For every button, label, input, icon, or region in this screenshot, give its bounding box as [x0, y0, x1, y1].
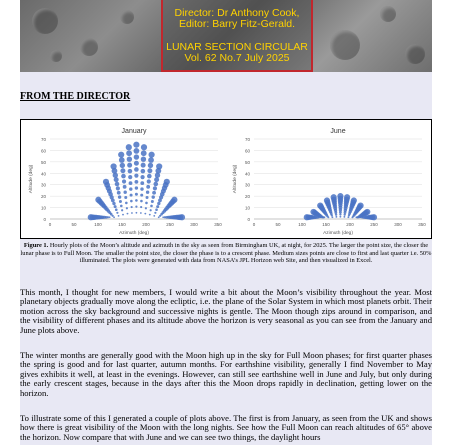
- data-point: [127, 213, 129, 215]
- crater-decoration: [50, 50, 62, 62]
- data-point: [157, 202, 160, 205]
- y-tick-label: 0: [247, 217, 250, 222]
- data-point: [171, 197, 177, 203]
- data-point: [335, 216, 337, 218]
- data-point: [141, 150, 147, 156]
- data-point: [119, 157, 125, 163]
- y-tick-label: 0: [43, 217, 46, 222]
- data-point: [115, 182, 120, 187]
- x-axis-label: Azimuth (deg): [323, 231, 353, 236]
- data-point: [339, 213, 341, 215]
- data-point: [134, 174, 138, 178]
- section-heading: FROM THE DIRECTOR: [20, 91, 131, 102]
- data-point: [118, 152, 124, 158]
- data-point: [140, 175, 144, 179]
- chart-title: June: [330, 128, 346, 135]
- data-point: [141, 157, 146, 162]
- data-point: [140, 194, 143, 197]
- y-axis-label: Altitude (deg): [29, 164, 34, 194]
- data-point: [128, 175, 132, 179]
- data-point: [126, 144, 132, 150]
- editor-line: Editor: Barry Fitz-Gerald.: [178, 18, 296, 30]
- x-tick-label: 150: [118, 222, 126, 227]
- data-point: [95, 197, 101, 203]
- data-point: [164, 179, 170, 185]
- caption-text: Hourly plots of the Moon’s altitude and azimuth in the sky as seen from Birmingham UK, at night, for 2025. The larger the point size, the closer the lunar phase is to Full Moon. The smaller the point size, the closer the phase is to a crescent phase. Medium sizes points are close to first and last quarter i.e. 50% illuminated. The plots were generated with data from NASA’s JPL Horizon web Site, and then visualized in Excel.: [20, 242, 432, 265]
- data-point: [339, 216, 341, 218]
- data-point: [153, 186, 157, 190]
- data-point: [119, 200, 122, 203]
- data-point: [150, 209, 152, 211]
- data-point: [135, 193, 138, 196]
- data-point: [113, 216, 115, 218]
- paragraph-2: The winter months are generally good with the Moon high up in the sky for Full Moon phases; for first quarter phases the spring is good and for last quarter, autumn months. For earthshine visibility, generally I find November to May gives exhibits it well, at least in the evenings. However, can still see earthshine well in June and July, but only during the early crescent stages, because in the days after this the Moon drops rapidly in declination, getting lower on the horizon.: [20, 350, 432, 398]
- data-point: [154, 212, 156, 214]
- data-point: [117, 191, 121, 195]
- data-point: [150, 205, 153, 208]
- header-banner: [20, 0, 432, 72]
- data-point: [151, 200, 154, 203]
- data-point: [141, 144, 147, 150]
- data-point: [131, 206, 133, 208]
- data-point: [364, 209, 370, 215]
- data-point: [147, 174, 152, 179]
- data-point: [324, 197, 330, 203]
- data-point: [317, 202, 323, 208]
- y-tick-label: 20: [244, 194, 250, 200]
- data-point: [120, 168, 125, 173]
- data-point: [123, 185, 127, 189]
- data-point: [304, 214, 310, 220]
- data-point: [122, 179, 126, 183]
- y-tick-label: 20: [40, 194, 46, 200]
- y-tick-label: 50: [40, 159, 46, 165]
- data-point: [129, 181, 133, 185]
- figure-caption: [20, 242, 432, 265]
- data-point: [351, 197, 357, 203]
- x-tick-label: 300: [190, 222, 198, 227]
- data-point: [140, 212, 142, 214]
- data-point: [133, 142, 139, 148]
- data-point: [115, 208, 118, 211]
- data-point: [134, 167, 139, 172]
- data-point: [126, 150, 132, 156]
- data-point: [121, 174, 126, 179]
- x-tick-label: 150: [322, 222, 330, 227]
- chart-january: [24, 123, 224, 237]
- data-point: [140, 187, 143, 190]
- data-point: [116, 186, 120, 190]
- data-point: [129, 187, 132, 190]
- x-tick-label: 350: [214, 222, 222, 227]
- data-point: [125, 202, 128, 205]
- data-point: [156, 163, 162, 169]
- x-tick-label: 0: [48, 222, 52, 227]
- x-tick-label: 350: [418, 222, 426, 227]
- y-tick-label: 50: [244, 159, 250, 165]
- data-point: [147, 168, 152, 173]
- data-point: [357, 202, 363, 208]
- y-tick-label: 40: [244, 171, 250, 177]
- data-point: [146, 196, 149, 199]
- y-tick-label: 30: [40, 182, 46, 188]
- data-point: [149, 152, 155, 158]
- data-point: [153, 182, 158, 187]
- data-point: [122, 214, 124, 216]
- data-point: [154, 177, 159, 182]
- data-point: [140, 206, 142, 208]
- crater-decoration: [80, 38, 98, 56]
- data-point: [103, 179, 109, 185]
- data-point: [140, 181, 144, 185]
- data-point: [158, 216, 160, 218]
- data-point: [130, 194, 133, 197]
- data-point: [179, 214, 185, 220]
- data-point: [146, 190, 149, 193]
- y-axis-label: Altitude (deg): [233, 164, 238, 194]
- y-tick-label: 60: [40, 148, 46, 154]
- x-tick-label: 50: [275, 222, 281, 227]
- data-point: [344, 194, 350, 200]
- data-point: [155, 208, 158, 211]
- data-point: [126, 207, 128, 209]
- x-tick-label: 250: [166, 222, 174, 227]
- data-point: [331, 194, 337, 200]
- x-tick-label: 200: [346, 222, 354, 227]
- data-point: [310, 209, 316, 215]
- x-tick-label: 100: [298, 222, 306, 227]
- x-tick-label: 50: [71, 222, 77, 227]
- data-point: [135, 186, 138, 189]
- data-point: [88, 214, 94, 220]
- x-tick-label: 200: [142, 222, 150, 227]
- data-point: [141, 169, 146, 174]
- data-point: [112, 202, 115, 205]
- chart-june: [228, 123, 428, 237]
- data-point: [152, 195, 155, 198]
- data-point: [148, 157, 154, 163]
- data-point: [337, 193, 343, 199]
- data-point: [124, 196, 127, 199]
- chart-title: January: [121, 128, 147, 135]
- crater-decoration: [380, 6, 396, 22]
- data-point: [146, 185, 150, 189]
- data-point: [147, 179, 151, 183]
- data-point: [331, 216, 333, 218]
- data-point: [111, 163, 117, 169]
- data-point: [371, 214, 377, 220]
- issue-line: Vol. 62 No.7 July 2025: [184, 52, 290, 64]
- data-point: [343, 216, 345, 218]
- masthead-box: [161, 0, 313, 72]
- data-point: [127, 163, 132, 168]
- data-point: [153, 215, 155, 217]
- data-point: [134, 148, 140, 154]
- data-point: [130, 200, 133, 203]
- x-tick-label: 300: [394, 222, 402, 227]
- y-tick-label: 30: [244, 182, 250, 188]
- data-point: [136, 212, 138, 214]
- crater-decoration: [330, 30, 360, 60]
- data-point: [120, 205, 123, 208]
- figure-frame: [20, 119, 432, 239]
- director-line: Director: Dr Anthony Cook,: [174, 7, 300, 19]
- data-point: [156, 205, 159, 208]
- y-tick-label: 10: [40, 205, 46, 211]
- data-point: [148, 163, 153, 168]
- y-tick-label: 60: [244, 148, 250, 154]
- data-point: [134, 161, 139, 166]
- y-tick-label: 10: [244, 205, 250, 211]
- caption-label: Figure 1.: [23, 242, 49, 249]
- data-point: [145, 202, 148, 205]
- data-point: [141, 163, 146, 168]
- chart-june-svg: [228, 123, 428, 237]
- data-point: [145, 207, 147, 209]
- data-point: [131, 212, 133, 214]
- x-tick-label: 0: [252, 222, 256, 227]
- crater-decoration: [405, 44, 425, 64]
- data-point: [144, 213, 146, 215]
- data-point: [135, 206, 137, 208]
- data-point: [120, 163, 125, 168]
- data-point: [127, 157, 132, 162]
- x-tick-label: 250: [370, 222, 378, 227]
- data-point: [152, 191, 156, 195]
- data-point: [114, 177, 119, 182]
- data-point: [149, 214, 151, 216]
- data-point: [118, 195, 121, 198]
- data-point: [123, 190, 126, 193]
- data-point: [128, 169, 133, 174]
- y-tick-label: 70: [40, 137, 46, 142]
- y-tick-label: 40: [40, 171, 46, 177]
- data-point: [134, 154, 139, 159]
- crater-decoration: [120, 10, 134, 24]
- chart-january-svg: [24, 123, 224, 237]
- crater-decoration: [32, 8, 58, 34]
- paragraph-1: This month, I thought for new members, I would write a bit about the Moon’s visibility throughout the year. Most planetary objects gradually move along the ecliptic, i.e. the plane of the Solar System in which most planets orbit. Their motion across the sky background and successive nights is gentle. The Moon though zips around in comparison, and the visibility of different phases and its altitude above the horizon is very seasonal as you can see from the January and June plots above.: [20, 287, 432, 335]
- data-point: [121, 209, 123, 211]
- paragraph-3: To illustrate some of this I generated a couple of plots above. The first is from January, as seen from the UK and shows how there is great visibility of the Moon with the long nights. See how the Full Moon can reach altitudes of 65° above the horizon. Now compare that with June and we can see two things, the daylight hours: [20, 413, 432, 442]
- data-point: [347, 216, 349, 218]
- circular-title: LUNAR SECTION CIRCULAR: [166, 41, 308, 53]
- data-point: [118, 215, 120, 217]
- data-point: [116, 212, 118, 214]
- data-point: [135, 199, 138, 202]
- data-point: [135, 180, 139, 184]
- x-tick-label: 100: [94, 222, 102, 227]
- y-tick-label: 70: [244, 137, 250, 142]
- data-point: [140, 200, 143, 203]
- x-axis-label: Azimuth (deg): [119, 231, 149, 236]
- data-point: [114, 205, 117, 208]
